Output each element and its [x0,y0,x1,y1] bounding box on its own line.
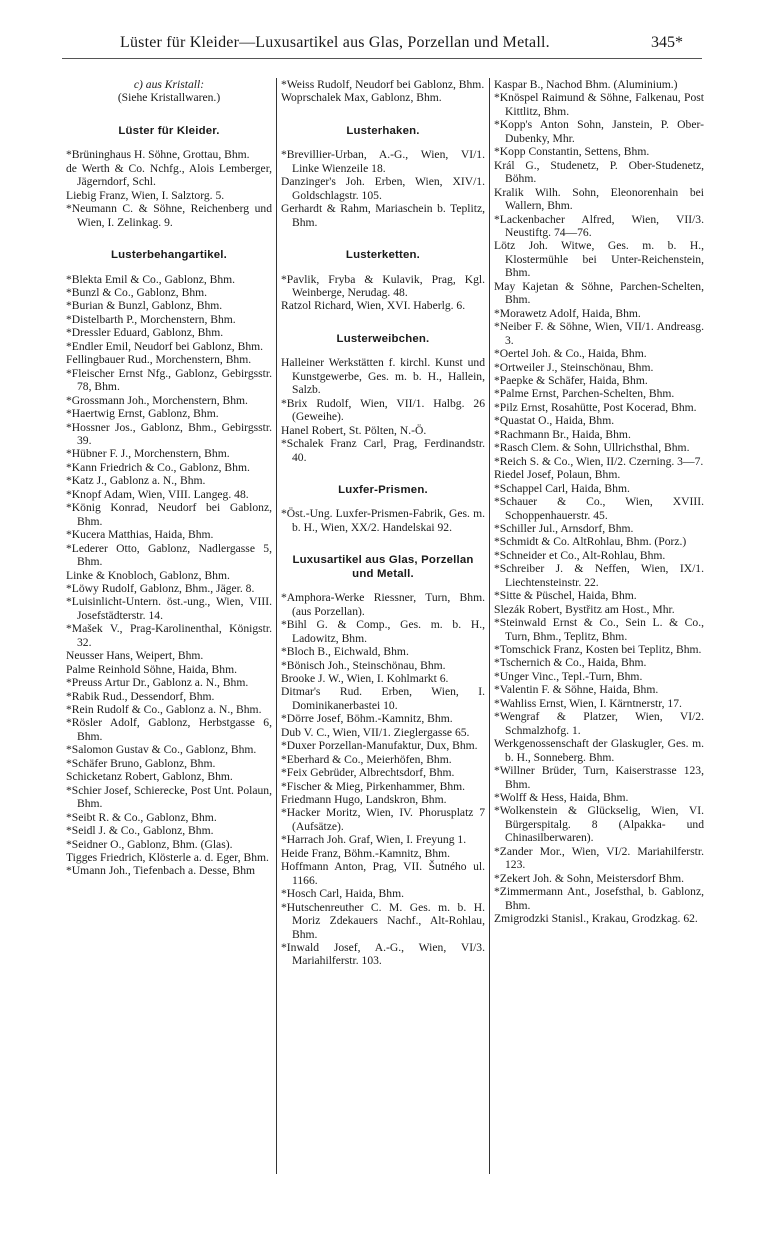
directory-entry: *Hübner F. J., Morchenstern, Bhm. [66,447,230,461]
section-heading: Luxusartikel aus Glas, Porzellan und Metall. [292,554,474,580]
section-heading: Lusterbehangartikel. [110,249,228,262]
directory-entry: Gerhardt & Rahm, Mariaschein b. Teplitz, Bhm. [281,202,485,229]
directory-entry: *Palme Ernst, Parchen-Schelten, Bhm. [494,387,675,401]
directory-entry: *Burian & Bunzl, Gablonz, Bhm. [66,299,223,313]
directory-entry: *Schappel Carl, Haida, Bhm. [494,481,630,495]
directory-entry: *Bönisch Joh., Steinschönau, Bhm. [281,658,446,672]
directory-entry: *Hacker Moritz, Wien, IV. Phorusplatz 7 (Aufsätze). [281,806,485,833]
directory-entry: *Oertel Joh. & Co., Haida, Bhm. [494,347,647,361]
directory-entry: *Reich S. & Co., Wien, II/2. Czerning. 3—7. [494,454,704,468]
section-spacer [281,464,485,484]
directory-entry: *Tomschick Franz, Kosten bei Teplitz, Bhm. [494,643,702,657]
directory-entry: *Rein Rudolf & Co., Gablonz a. N., Bhm. [66,703,262,717]
directory-entry: Hoffmann Anton, Prag, VII. Šutného ul. 1166. [281,860,485,887]
directory-entry: *Hossner Jos., Gablonz, Bhm., Gebirgsstr. 39. [66,420,272,447]
directory-entry: *Salomon Gustav & Co., Gablonz, Bhm. [66,743,257,757]
directory-entry: *Wahliss Ernst, Wien, I. Kärntnerstr, 17. [494,696,682,710]
directory-entry: *Quastat O., Haida, Bhm. [494,414,615,428]
running-title: Lüster für Kleider—Luxusartikel aus Glas, Porzellan und Metall. [120,34,550,51]
directory-entry: *Grossmann Joh., Morchenstern, Bhm. [66,393,248,407]
directory-entry: *Pilz Ernst, Rosahütte, Post Kocerad, Bhm. [494,400,697,414]
directory-entry: *Mašek V., Prag-Karolinenthal, Königstr. 32. [66,622,272,649]
directory-entry: *Seidner O., Gablonz, Bhm. (Glas). [66,837,233,851]
directory-entry: Ratzol Richard, Wien, XVI. Haberlg. 6. [281,299,466,313]
page-number: 345* [651,34,683,51]
directory-entry: *Lederer Otto, Gablonz, Nadlergasse 5, Bhm. [66,541,272,569]
section-heading: Lusterweibchen. [336,332,430,345]
directory-entry: *Knopf Adam, Wien, VIII. Langeg. 48. [66,487,249,501]
column-divider-left [276,78,277,1174]
directory-entry: *Rabik Rud., Dessendorf, Bhm. [66,689,215,703]
directory-entry: *Zekert Joh. & Sohn, Meistersdorf Bhm. [494,871,684,885]
directory-entry: *Steinwald Ernst & Co., Sein L. & Co., Turn, Bhm., Teplitz, Bhm. [494,616,704,643]
directory-entry: *Seibt R. & Co., Gablonz, Bhm. [66,810,217,824]
directory-entry: *Umann Joh., Tiefenbach a. Desse, Bhm [66,864,256,878]
directory-entry: *Löwy Rudolf, Gablonz, Bhm., Jäger. 8. [66,581,255,595]
directory-entry: Linke & Knobloch, Gablonz, Bhm. [66,568,230,582]
cross-reference-note: (Siehe Kristallwaren.) [117,91,221,105]
directory-entry: Kaspar B., Nachod Bhm. (Aluminium.) [494,78,678,91]
section-spacer [66,105,272,125]
directory-entry: *Schiller Jul., Arnsdorf, Bhm. [494,521,634,535]
directory-entry: *Zander Mor., Wien, VI/2. Mariahilferstr. 123. [494,844,704,872]
page-header [0,34,757,56]
directory-entry: *Bihl G. & Comp., Ges. m. b. H., Ladowitz, Bhm. [281,618,485,645]
section-spacer [281,229,485,249]
directory-entry: *Brüninghaus H. Söhne, Grottau, Bhm. [66,148,250,162]
directory-entry: *Kucera Matthias, Haida, Bhm. [66,528,214,542]
section-heading: Lusterketten. [345,249,421,262]
directory-entry: Fellingbauer Rud., Morchenstern, Bhm. [66,353,252,367]
directory-entry: Zmigrodzki Stanisl., Krakau, Grodzkag. 62. [494,912,698,926]
directory-entry: *Bloch B., Eichwald, Bhm. [281,645,409,659]
directory-entry: *Knöspel Raimund & Söhne, Falkenau, Post Kittlitz, Bhm. [494,91,704,118]
column-middle [281,78,485,968]
directory-entry: *Brevillier-Urban, A.-G., Wien, VI/1. Linke Wienzeile 18. [281,148,485,175]
directory-entry: *Schreiber J. & Neffen, Wien, IX/1. Liechtensteinstr. 22. [494,562,704,589]
directory-entry: *Amphora-Werke Riessner, Turn, Bhm. (aus Porzellan). [281,591,485,618]
directory-entry: *Brix Rudolf, Wien, VII/1. Halbg. 26 (Geweihe). [281,396,485,424]
directory-entry: *Hutschenreuther C. M. Ges. m. b. H. Moriz Zdekauers Nachf., Alt-Rohlau, Bhm. [281,900,485,941]
directory-entry: *Seidl J. & Co., Gablonz, Bhm. [66,824,214,838]
directory-entry: Woprschalek Max, Gablonz, Bhm. [281,91,442,105]
directory-entry: *Dressler Eduard, Gablonz, Bhm. [66,326,224,340]
directory-entry: *Wolkenstein & Glückselig, Wien, VI. Bürgerspitalg. 8 (Alpakka- und Chinasilberwaren). [494,804,704,845]
section-heading: Lüster für Kleider. [118,124,220,137]
directory-entry: *Luisinlicht-Untern. öst.-ung., Wien, VIII. Josefstädterstr. 14. [66,595,272,622]
directory-entry: *Blekta Emil & Co., Gablonz, Bhm. [66,272,236,286]
directory-entry: *Rösler Adolf, Gablonz, Herbstgasse 6, Bhm. [66,716,272,743]
directory-entry: Brooke J. W., Wien, I. Kohlmarkt 6. [281,671,449,685]
directory-entry: *Wolff & Hess, Haida, Bhm. [494,791,629,805]
directory-entry: *Bunzl & Co., Gablonz, Bhm. [66,285,208,299]
heading-spacer [281,138,485,148]
directory-entry: *Morawetz Adolf, Haida, Bhm. [494,306,641,320]
directory-entry: Kralik Wilh. Sohn, Eleonorenhain bei Wallern, Bhm. [494,185,704,213]
directory-entry: *Schäfer Bruno, Gablonz, Bhm. [66,756,216,770]
directory-entry: *Neiber F. & Söhne, Wien, VII/1. Andreasg. 3. [494,320,704,347]
heading-spacer [66,138,272,148]
column-left [66,78,272,878]
directory-entry: *Zimmermann Ant., Josefsthal, b. Gablonz, Bhm. [494,885,704,912]
directory-entry: Ditmar's Rud. Erben, Wien, I. Dominikanerbastei 10. [281,685,485,712]
directory-entry: *Preuss Artur Dr., Gablonz a. N., Bhm. [66,676,249,690]
heading-spacer [281,497,485,507]
section-spacer [66,229,272,249]
directory-entry: May Kajetan & Söhne, Parchen-Schelten, Bhm. [494,279,704,307]
heading-spacer [66,263,272,273]
directory-entry: *Feix Gebrüder, Albrechtsdorf, Bhm. [281,766,455,780]
directory-entry: *Schmidt & Co. AltRohlau, Bhm. (Porz.) [494,535,687,549]
directory-entry: Král G., Studenetz, P. Ober-Studenetz, Böhm. [494,158,704,186]
directory-entry: *Schneider et Co., Alt-Rohlau, Bhm. [494,548,666,562]
section-subheading: c) aus Kristall: [133,78,205,91]
directory-entry: *Ortweiler J., Steinschönau, Bhm. [494,360,654,374]
directory-entry: Heide Franz, Böhm.-Kamnitz, Bhm. [281,846,451,860]
directory-entry: Friedmann Hugo, Landskron, Bhm. [281,793,447,807]
directory-entry: *Fleischer Ernst Nfg., Gablonz, Gebirgsstr. 78, Bhm. [66,366,272,394]
directory-entry: Lötz Joh. Witwe, Ges. m. b. H., Klostermühle bei Unter-Reichenstein, Bhm. [494,239,704,280]
directory-entry: *Duxer Porzellan-Manufaktur, Dux, Bhm. [281,739,478,753]
column-right [494,78,704,926]
directory-entry: *Fischer & Mieg, Pirkenhammer, Bhm. [281,779,466,793]
column-divider-right [489,78,490,1174]
directory-entry: *Rasch Clem. & Sohn, Ullrichsthal, Bhm. [494,441,690,455]
directory-entry: Riedel Josef, Polaun, Bhm. [494,468,621,482]
directory-entry: *Öst.-Ung. Luxfer-Prismen-Fabrik, Ges. m. b. H., Wien, XX/2. Handelskai 92. [281,507,485,534]
directory-entry: *Haertwig Ernst, Gablonz, Bhm. [66,407,219,421]
directory-entry: *Harrach Joh. Graf, Wien, I. Freyung 1. [281,833,467,847]
directory-entry: *Katz J., Gablonz a. N., Bhm. [66,474,206,488]
directory-entry: Danzinger's Joh. Erben, Wien, XIV/1. Goldschlagstr. 105. [281,175,485,202]
directory-entry: *Distelbarth P., Morchenstern, Bhm. [66,312,236,326]
directory-entry: Liebig Franz, Wien, I. Salztorg. 5. [66,188,225,202]
directory-entry: Werkgenossenschaft der Glaskugler, Ges. m. b. H., Sonneberg. Bhm. [494,737,704,764]
directory-entry: *Willner Brüder, Turn, Kaiserstrasse 123, Bhm. [494,764,704,791]
directory-entry: Palme Reinhold Söhne, Haida, Bhm. [66,662,237,676]
directory-entry: *Valentin F. & Söhne, Haida, Bhm. [494,683,659,697]
directory-entry: *Weiss Rudolf, Neudorf bei Gablonz, Bhm. [281,78,485,91]
heading-spacer [281,581,485,591]
heading-spacer [281,263,485,273]
section-spacer [281,534,485,554]
directory-entry: Tigges Friedrich, Klösterle a. d. Eger, Bhm. [66,851,269,865]
directory-entry: *Unger Vinc., Tepl.-Turn, Bhm. [494,669,643,683]
directory-entry: *Inwald Josef, A.-G., Wien, VI/3. Mariahilferstr. 103. [281,941,485,968]
section-heading: Luxfer-Prismen. [338,483,428,496]
directory-entry: *Schauer & Co., Wien, XVIII. Schoppenhauerstr. 45. [494,495,704,522]
directory-entry: *Pavlik, Fryba & Kulavik, Prag, Kgl. Weinberge, Nerudag. 48. [281,272,485,299]
section-spacer [281,313,485,333]
directory-entry: Dub V. C., Wien, VII/1. Zieglergasse 65. [281,725,470,739]
directory-entry: *Paepke & Schäfer, Haida, Bhm. [494,373,648,387]
directory-entry: *Schalek Franz Carl, Prag, Ferdinandstr. 40. [281,437,485,464]
section-heading: Lusterhaken. [346,124,420,137]
directory-entry: *Kopp Constantin, Settens, Bhm. [494,145,650,159]
directory-entry: *Tschernich & Co., Haida, Bhm. [494,656,647,670]
directory-entry: *Sitte & Püschel, Haida, Bhm. [494,589,637,603]
directory-entry: *Neumann C. & Söhne, Reichenberg und Wien, I. Zelinkag. 9. [66,202,272,229]
directory-entry: *Kopp's Anton Sohn, Janstein, P. Ober-Dubenky, Mhr. [494,118,704,145]
directory-entry: *Rachmann Br., Haida, Bhm. [494,427,631,441]
directory-entry: Schicketanz Robert, Gablonz, Bhm. [66,770,233,784]
directory-entry: *Dörre Josef, Böhm.-Kamnitz, Bhm. [281,712,453,726]
section-spacer [281,105,485,125]
directory-entry: de Werth & Co. Nchfg., Alois Lemberger, Jägerndorf, Schl. [66,161,272,189]
directory-entry: Halleiner Werkstätten f. kirchl. Kunst und Kunstgewerbe, Ges. m. b. H., Hallein, Salzb. [281,356,485,397]
directory-entry: *Wengraf & Platzer, Wien, VI/2. Schmalzhofg. 1. [494,710,704,737]
directory-entry: Slezák Robert, Bystřitz am Host., Mhr. [494,602,675,616]
directory-entry: *Schier Josef, Schierecke, Post Unt. Polaun, Bhm. [66,783,272,811]
directory-entry: *Eberhard & Co., Meierhöfen, Bhm. [281,752,452,766]
directory-entry: *Kann Friedrich & Co., Gablonz, Bhm. [66,460,250,474]
directory-entry: *König Konrad, Neudorf bei Gablonz, Bhm. [66,501,272,528]
directory-entry: Hanel Robert, St. Pölten, N.-Ö. [281,423,427,437]
directory-entry: *Lackenbacher Alfred, Wien, VII/3. Neustiftg. 74—76. [494,212,704,239]
header-rule [62,58,702,59]
directory-entry: *Hosch Carl, Haida, Bhm. [281,887,405,901]
heading-spacer [281,346,485,356]
directory-entry: *Endler Emil, Neudorf bei Gablonz, Bhm. [66,339,264,353]
directory-entry: Neusser Hans, Weipert, Bhm. [66,649,204,663]
